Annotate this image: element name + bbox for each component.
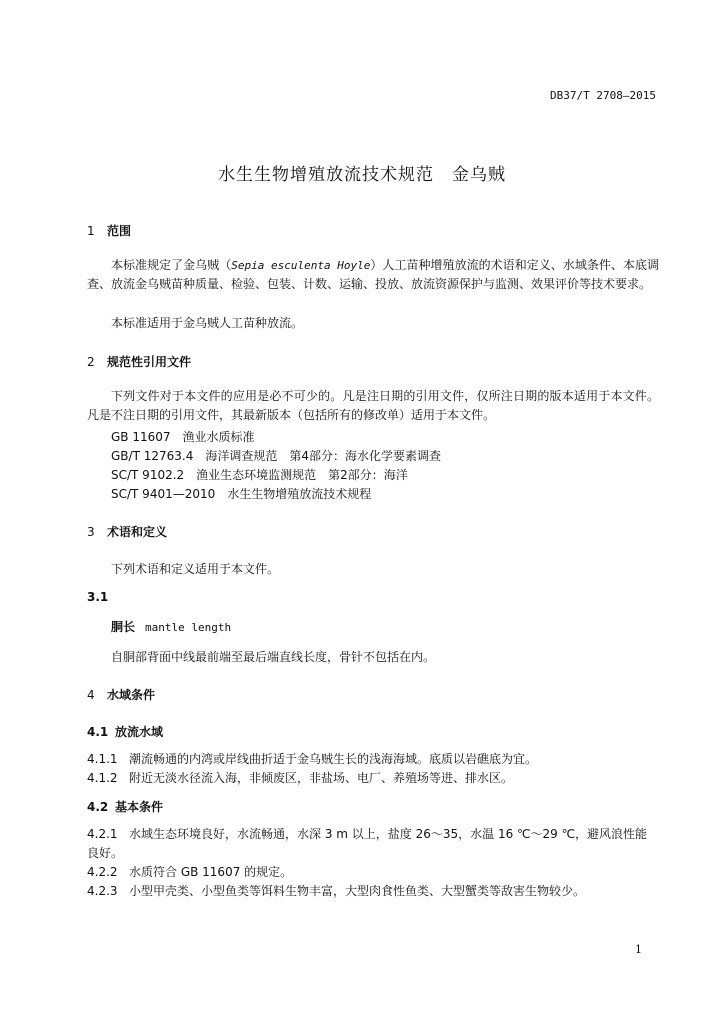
term-entry xyxy=(111,618,231,635)
section-3-heading xyxy=(87,523,167,540)
subsection-4-1-heading xyxy=(87,723,163,740)
section-1-heading xyxy=(87,222,131,239)
terms-intro: 下列术语和定义适用于本文件。 xyxy=(111,562,280,576)
section-number: 3 xyxy=(87,525,95,539)
reference-item: GB 11607 渔业水质标准 xyxy=(111,430,255,444)
document-title: 水生生物增殖放流技术规范 金乌贼 xyxy=(218,165,506,185)
term-definition: 自胴部背面中线最前端至最后端直线长度，骨针不包括在内。 xyxy=(111,650,436,664)
clause-4-1-2 xyxy=(87,769,659,788)
reference-item: SC/T 9401—2010 水生生物增殖放流技术规程 xyxy=(111,487,372,501)
clause-text: 附近无淡水径流入海，非倾废区，非盐场、电厂、养殖场等进、排水区。 xyxy=(129,771,514,785)
term-number: 3.1 xyxy=(87,590,109,604)
clause-4-2-3 xyxy=(87,882,659,901)
section-number: 1 xyxy=(87,224,95,238)
subsection-title: 放流水域 xyxy=(115,725,164,739)
section-4-heading xyxy=(87,686,155,703)
clause-4-1-1 xyxy=(87,750,659,769)
term-cn: 胴长 xyxy=(111,620,136,634)
subsection-number: 4.1 xyxy=(87,725,109,739)
clause-number: 4.2.3 xyxy=(87,884,118,898)
clause-number: 4.1.1 xyxy=(87,752,118,766)
scope-applicability: 本标准适用于金乌贼人工苗种放流。 xyxy=(111,316,304,330)
clause-number: 4.1.2 xyxy=(87,771,118,785)
subsection-4-2-heading xyxy=(87,798,163,815)
scope-paragraph xyxy=(87,256,659,294)
clause-number: 4.2.2 xyxy=(87,865,118,879)
section-title: 水域条件 xyxy=(107,688,156,702)
term-en: mantle length xyxy=(145,621,232,634)
section-title: 规范性引用文件 xyxy=(107,355,192,369)
subsection-number: 4.2 xyxy=(87,800,109,814)
clause-4-2-2 xyxy=(87,863,659,882)
clause-text: 小型甲壳类、小型鱼类等饵料生物丰富，大型肉食性鱼类、大型蟹类等敌害生物较少。 xyxy=(129,884,586,898)
section-title: 术语和定义 xyxy=(107,525,168,539)
clause-text: 潮流畅通的内湾或岸线曲折适于金乌贼生长的浅海海域。底质以岩礁底为宜。 xyxy=(129,752,538,766)
clause-text: 水域生态环境良好，水流畅通，水深 3 m 以上，盐度 26～35，水温 16 ℃～29 ℃，避风浪性能良好。 xyxy=(87,827,648,860)
scope-text-a: 本标准规定了金乌贼（ xyxy=(111,258,232,272)
reference-item: SC/T 9102.2 渔业生态环境监测规范 第2部分：海洋 xyxy=(111,468,408,482)
scope-text-b: ）人工苗种增殖放流的术语和定义、水域条件、本底调查、放流金乌贼苗种质量、检验、包装、计数、运输、投放、放流资源保护与监测、效果评价等技术要求。 xyxy=(87,258,659,291)
reference-item: GB/T 12763.4 海洋调查规范 第4部分：海水化学要素调查 xyxy=(111,449,441,463)
page-number: 1 xyxy=(635,943,642,956)
subsection-title: 基本条件 xyxy=(115,800,164,814)
section-number: 4 xyxy=(87,688,95,702)
standard-code: DB37/T 2708—2015 xyxy=(550,89,656,102)
clause-text: 水质符合 GB 11607 的规定。 xyxy=(129,865,293,879)
section-number: 2 xyxy=(87,355,95,369)
clause-number: 4.2.1 xyxy=(87,827,118,841)
scientific-name: Sepia esculenta Hoyle xyxy=(231,259,371,272)
section-title: 范围 xyxy=(107,224,132,238)
section-2-heading xyxy=(87,353,191,370)
references-paragraph: 下列文件对于本文件的应用是必不可少的。凡是注日期的引用文件，仅所注日期的版本适用于本文件。凡是不注日期的引用文件，其最新版本（包括所有的修改单）适用于本文件。 xyxy=(87,389,659,422)
clause-4-2-1 xyxy=(87,825,659,863)
